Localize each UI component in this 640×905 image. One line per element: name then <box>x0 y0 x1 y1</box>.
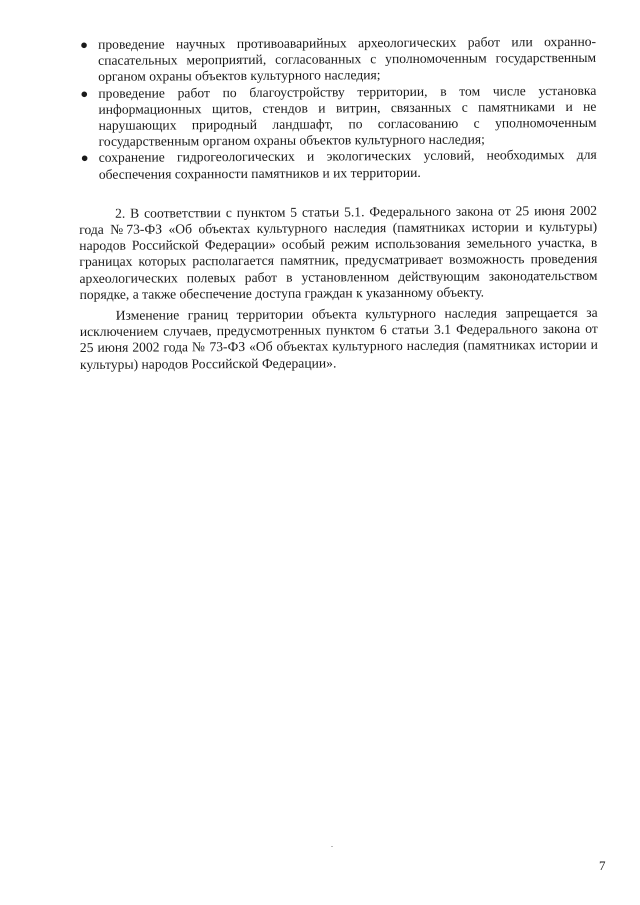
bullet-icon: ● <box>79 36 88 52</box>
list-item <box>78 34 596 86</box>
list-item-text: проведение работ по благоустройству территории, в том числе установка информационных щитов, стендов и витрин, связанных с памятниками и не нарушающих природный ландшафт, по согласованию с уполномоченным государственным органом охраны объектов культурного наследия; <box>98 82 597 150</box>
scan-speck <box>331 846 333 847</box>
bullet-icon: ● <box>80 150 89 166</box>
paragraph-special-regime: 2. В соответствии с пунктом 5 статьи 5.1. Федерального закона от 25 июня 2002 года №73-ФЗ «Об объектах культурного наследия (памятниках истории и культуры) народов Российской Федерации» особый режим использования земельного участка, в границах которых располагается памятник, предусматривает возможность проведения археологических полевых работ в установленном действующим законодательством порядке, а также обеспечение доступа граждан к указанному объекту. <box>79 202 598 302</box>
document-body <box>78 34 598 373</box>
paragraph-boundary-change: Изменение границ территории объекта культурного наследия запрещается за исключением случаев, предусмотренных пунктом 6 статьи 3.1 Федерального закона от 25 июня 2002 года № 73-ФЗ «Об объектах культурного наследия (памятниках истории и культуры) народов Российской Федерации». <box>79 304 598 372</box>
list-item <box>78 82 596 150</box>
page-number: 7 <box>599 858 606 873</box>
list-item <box>79 147 597 183</box>
requirements-list <box>78 34 597 183</box>
list-item-text: проведение научных противоаварийных археологических работ или охранно-спасательных мероприятий, согласованных с уполномоченным государственным органом охраны объектов культурного наследия; <box>97 33 597 85</box>
list-item-text: сохранение гидрогеологических и экологических условий, необходимых для обеспечения сохранности памятников и их территории. <box>98 147 597 182</box>
bullet-icon: ● <box>80 85 89 101</box>
